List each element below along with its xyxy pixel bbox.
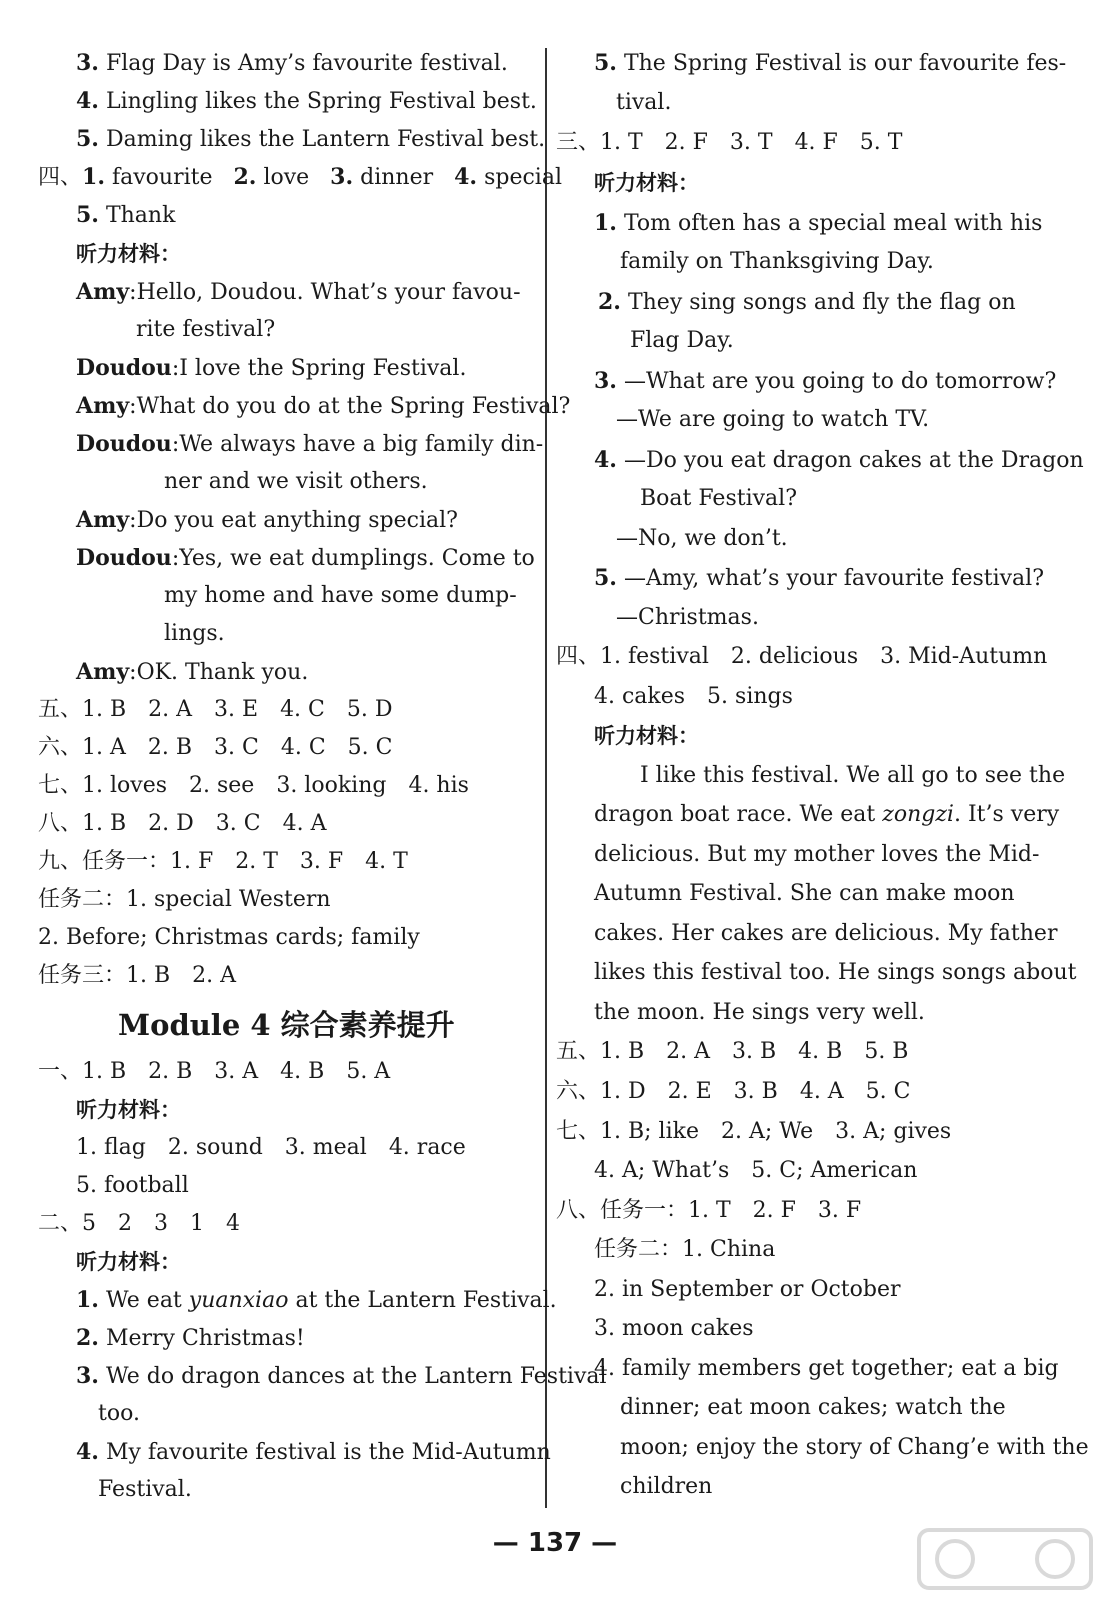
section-4-answers-cont: 5. Thank [76,202,176,228]
task-2-answers-cont: 4. family members get together; eat a big [594,1356,1059,1381]
section-4-answers-cont: 4. cakes 5. sings [594,684,793,709]
passage-line: dragon boat race. We eat zongzi. It’s very [594,802,1060,827]
dialogue-line: Amy:Do you eat anything special? [76,507,458,533]
module-title: Module 4 综合素养提升 [118,1008,455,1042]
listening-sentence: 2. Merry Christmas! [76,1325,305,1351]
dialogue-line: Doudou:Yes, we eat dumplings. Come to [76,545,535,571]
dialogue-line: Doudou:I love the Spring Festival. [76,355,467,381]
section-6-answers: 六、1. D 2. E 3. B 4. A 5. C [556,1079,911,1104]
task-3-answers: 任务三：1. B 2. A [38,963,237,988]
listening-label: 听力材料： [594,171,699,195]
answer-line: 4. Lingling likes the Spring Festival best. [76,88,537,114]
answer-line: 5. The Spring Festival is our favourite fes- [594,50,1067,76]
passage-line: delicious. But my mother loves the Mid- [594,842,1040,867]
task-2-answers-cont: 3. moon cakes [594,1316,754,1341]
section-9-answers: 九、任务一：1. F 2. T 3. F 4. T [38,849,408,874]
dialogue-line: my home and have some dump- [164,583,517,608]
passage-line: the moon. He sings very well. [594,1000,925,1025]
listening-sentence: 3. We do dragon dances at the Lantern Festival [76,1363,607,1389]
section-5-answers: 五、1. B 2. A 3. E 4. C 5. D [38,697,393,722]
passage-line: I like this festival. We all go to see the [640,763,1066,788]
task-2-answers-cont: children [620,1474,713,1499]
passage-line: cakes. Her cakes are delicious. My father [594,921,1058,946]
listening-sentence: 5. —Amy, what’s your favourite festival? [594,565,1045,591]
listening-sentence: 3. —What are you going to do tomorrow? [594,368,1057,394]
listening-sentence-cont: —Christmas. [616,605,759,630]
dialogue-line: lings. [164,621,225,646]
listening-sentence-cont: too. [98,1401,140,1426]
listening-sentence-cont: Boat Festival? [640,486,797,511]
passage-line: Autumn Festival. She can make moon [594,881,1015,906]
listening-words: 1. flag 2. sound 3. meal 4. race [76,1135,466,1160]
listening-sentence-cont: —We are going to watch TV. [616,407,930,432]
section-8-answers: 八、任务一：1. T 2. F 3. F [556,1198,862,1223]
dialogue-line: Amy:What do you do at the Spring Festival? [76,393,571,419]
listening-sentence: 2. They sing songs and fly the flag on [598,289,1016,315]
dialogue-line: rite festival? [136,317,276,342]
listening-label: 听力材料： [76,242,181,266]
module-section-2: 二、5 2 3 1 4 [38,1211,240,1236]
section-7-answers: 七、1. B; like 2. A; We 3. A; gives [556,1119,952,1144]
listening-sentence-cont: family on Thanksgiving Day. [620,249,934,274]
dialogue-line: ner and we visit others. [164,469,428,494]
section-5-answers: 五、1. B 2. A 3. B 4. B 5. B [556,1039,909,1064]
listening-sentence-cont: —No, we don’t. [616,526,788,551]
listening-label: 听力材料： [76,1098,181,1122]
task-2-answers: 任务二：1. special Western [38,887,331,912]
dialogue-line: Amy:OK. Thank you. [76,659,309,685]
answer-line: 3. Flag Day is Amy’s favourite festival. [76,50,508,76]
page-number: — 137 — [492,1528,618,1558]
section-4-answers: 四、1. favourite 2. love 3. dinner 4. special [38,164,562,190]
section-7-answers-cont: 4. A; What’s 5. C; American [594,1158,918,1183]
section-7-answers: 七、1. loves 2. see 3. looking 4. his [38,773,469,798]
task-2-answers-cont: dinner; eat moon cakes; watch the [620,1395,1006,1420]
section-3-answers: 三、1. T 2. F 3. T 4. F 5. T [556,130,903,155]
listening-sentence: 1. We eat yuanxiao at the Lantern Festival. [76,1287,557,1313]
listening-sentence: 4. —Do you eat dragon cakes at the Dragon [594,447,1084,473]
listening-label: 听力材料： [76,1250,181,1274]
task-2-answers-cont: moon; enjoy the story of Chang’e with the [620,1435,1089,1460]
listening-words-cont: 5. football [76,1173,189,1198]
passage-line: likes this festival too. He sings songs about [594,960,1077,985]
answer-line: 5. Daming likes the Lantern Festival best. [76,126,546,152]
task-2-answers-cont: 2. Before; Christmas cards; family [38,925,420,950]
listening-sentence: 4. My favourite festival is the Mid-Autumn [76,1439,551,1465]
dialogue-line: Doudou:We always have a big family din- [76,431,544,457]
section-8-answers: 八、1. B 2. D 3. C 4. A [38,811,327,836]
section-4-answers: 四、1. festival 2. delicious 3. Mid-Autumn [556,644,1048,669]
listening-sentence: 1. Tom often has a special meal with his [594,210,1043,236]
task-2-answers: 任务二：1. China [594,1237,776,1262]
task-2-answers-cont: 2. in September or October [594,1277,901,1302]
section-6-answers: 六、1. A 2. B 3. C 4. C 5. C [38,735,393,760]
listening-sentence-cont: Flag Day. [630,328,734,353]
watermark-logo-icon [915,1524,1095,1594]
dialogue-line: Amy:Hello, Doudou. What’s your favou- [76,279,521,305]
module-section-1: 一、1. B 2. B 3. A 4. B 5. A [38,1059,391,1084]
listening-sentence-cont: Festival. [98,1477,192,1502]
answer-line-cont: tival. [616,90,672,115]
listening-label: 听力材料： [594,724,699,748]
